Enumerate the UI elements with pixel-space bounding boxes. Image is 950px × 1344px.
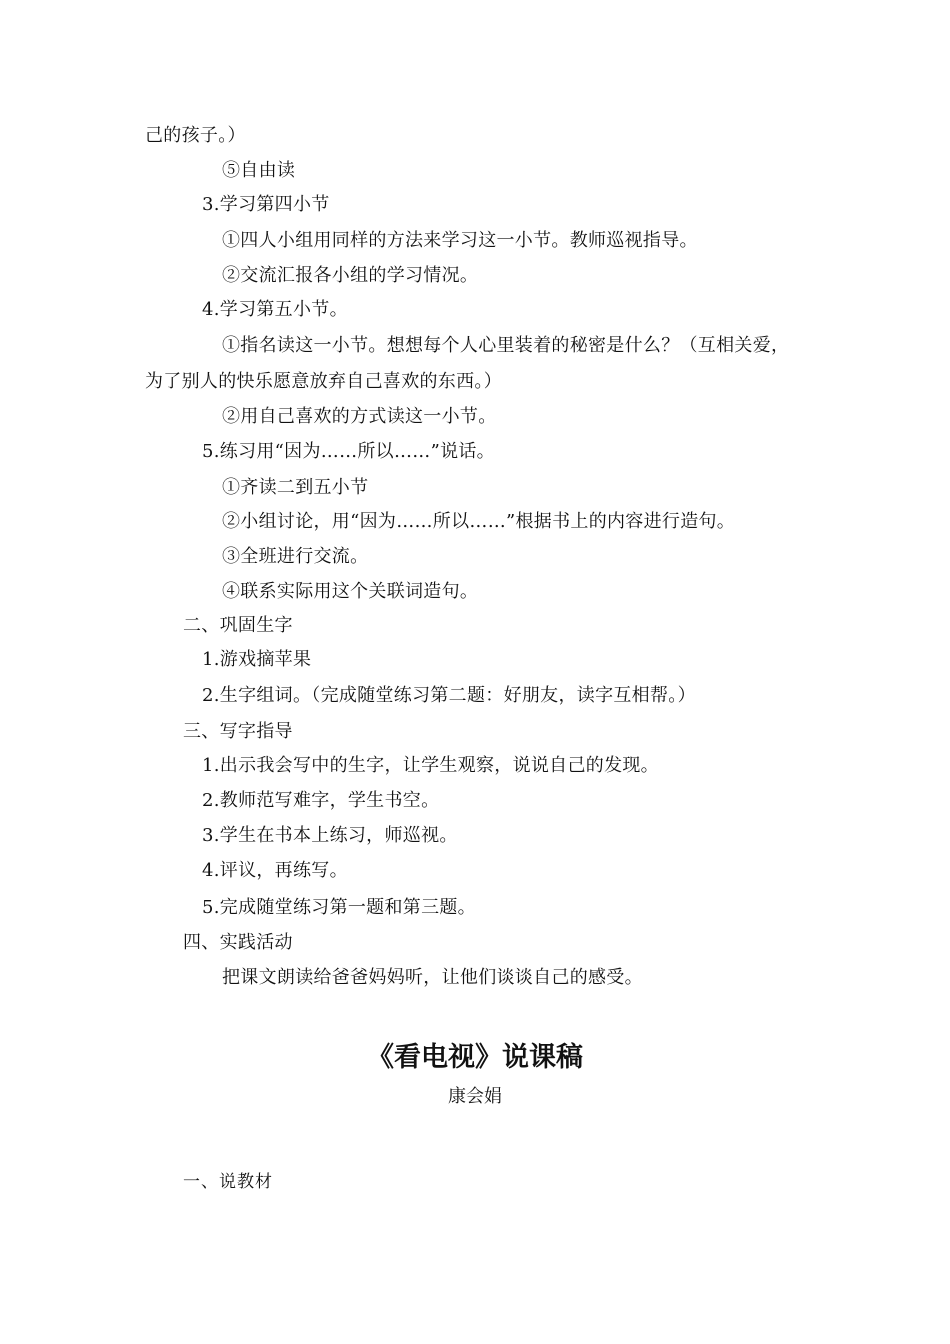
text-line: 4.评议，再练写。 bbox=[202, 860, 348, 881]
text-line: 5.完成随堂练习第一题和第三题。 bbox=[202, 897, 476, 918]
text-line: 2.教师范写难字，学生书空。 bbox=[202, 790, 440, 811]
text-line: ④联系实际用这个关联词造句。 bbox=[222, 581, 479, 602]
text-line: ②用自己喜欢的方式读这一小节。 bbox=[222, 406, 497, 427]
text-line: ②交流汇报各小组的学习情况。 bbox=[222, 265, 479, 286]
text-line: ②小组讨论，用“因为……所以……”根据书上的内容进行造句。 bbox=[222, 511, 736, 532]
document-author: 康会娟 bbox=[448, 1086, 502, 1107]
section-heading: 四、实践活动 bbox=[183, 932, 293, 953]
text-line: 己的孩子。） bbox=[145, 125, 246, 146]
text-line: ①齐读二到五小节 bbox=[222, 477, 369, 498]
section-heading: 二、巩固生字 bbox=[183, 615, 293, 636]
text-line: 1.游戏摘苹果 bbox=[202, 649, 312, 670]
text-line: 2.生字组词。（完成随堂练习第二题：好朋友，读字互相帮。） bbox=[202, 685, 696, 706]
text-line: 把课文朗读给爸爸妈妈听，让他们谈谈自己的感受。 bbox=[222, 967, 643, 988]
text-line: 4.学习第五小节。 bbox=[202, 299, 348, 320]
text-line: 为了别人的快乐愿意放弃自己喜欢的东西。） bbox=[145, 371, 502, 392]
section-heading: 一、说教材 bbox=[183, 1172, 273, 1192]
text-line: 3.学习第四小节 bbox=[202, 194, 330, 215]
text-line: 3.学生在书本上练习，师巡视。 bbox=[202, 825, 458, 846]
text-line: ③全班进行交流。 bbox=[222, 546, 369, 567]
text-line: ①指名读这一小节。想想每个人心里装着的秘密是什么？（互相关爱， bbox=[222, 335, 790, 356]
text-line: 1.出示我会写中的生字，让学生观察，说说自己的发现。 bbox=[202, 755, 659, 776]
text-line: ①四人小组用同样的方法来学习这一小节。教师巡视指导。 bbox=[222, 230, 698, 251]
document-title: 《看电视》说课稿 bbox=[367, 1042, 583, 1073]
text-line: ⑤自由读 bbox=[222, 160, 296, 181]
text-line: 5.练习用“因为……所以……”说话。 bbox=[202, 441, 495, 462]
section-heading: 三、写字指导 bbox=[183, 721, 293, 742]
